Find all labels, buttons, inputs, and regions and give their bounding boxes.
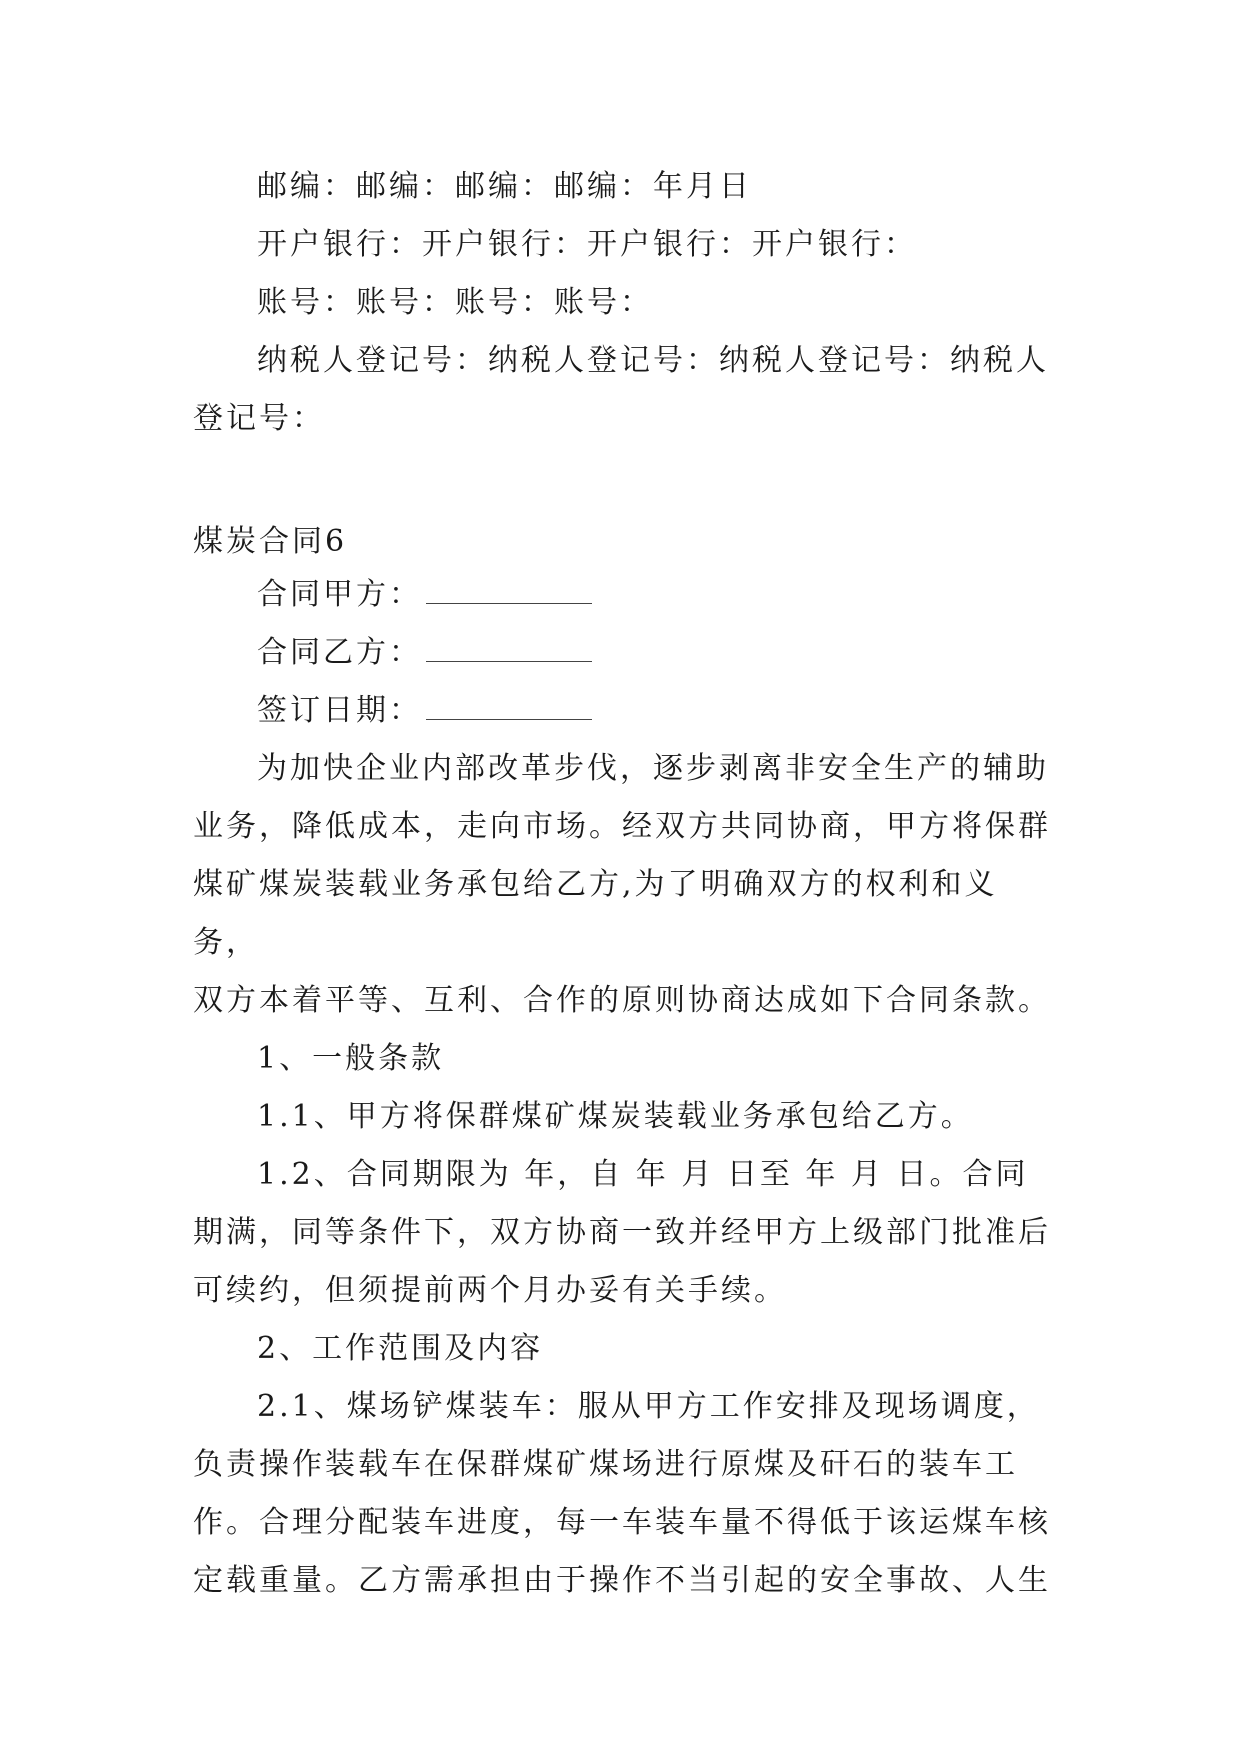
sign-date-blank <box>426 695 592 720</box>
postcode-line: 邮编：邮编：邮编：邮编：年月日 <box>257 169 752 204</box>
sign-date-label: 签订日期： <box>257 693 422 728</box>
sign-date-line <box>193 682 1063 740</box>
account-line: 账号：账号：账号：账号： <box>257 285 653 320</box>
party-b-line <box>193 624 1063 682</box>
tax-id-line-continued: 登记号： <box>193 401 325 436</box>
clause-2-1-line: 负责操作装载车在保群煤矿煤场进行原煤及矸石的装车工 <box>193 1447 1018 1482</box>
party-b-label: 合同乙方： <box>257 635 422 670</box>
tax-id-line: 纳税人登记号：纳税人登记号：纳税人登记号：纳税人 <box>257 343 1049 378</box>
party-b-blank <box>426 637 592 662</box>
clause-1-2-line: 可续约，但须提前两个月办妥有关手续。 <box>193 1273 787 1308</box>
clause-2-1-line: 2.1、煤场铲煤装车：服从甲方工作安排及现场调度， <box>257 1389 1040 1424</box>
intro-line: 双方本着平等、互利、合作的原则协商达成如下合同条款。 <box>193 983 1051 1018</box>
intro-line: 业务，降低成本，走向市场。经双方共同协商，甲方将保群 <box>193 809 1051 844</box>
party-a-label: 合同甲方： <box>257 577 422 612</box>
clause-2-1-line: 作。合理分配装车进度，每一车装车量不得低于该运煤车核 <box>193 1505 1051 1540</box>
signature-info-block <box>193 158 1063 448</box>
clause-1-2-line: 1.2、合同期限为 年，自 年 月 日至 年 月 日。合同 <box>257 1157 1029 1192</box>
intro-line: 为加快企业内部改革步伐，逐步剥离非安全生产的辅助 <box>257 751 1049 786</box>
clause-2-1-line: 定载重量。乙方需承担由于操作不当引起的安全事故、人生 <box>193 1563 1051 1598</box>
party-a-blank <box>426 579 592 604</box>
clause-1-1: 1.1、甲方将保群煤矿煤炭装载业务承包给乙方。 <box>257 1099 974 1134</box>
contract-title: 煤炭合同6 <box>193 524 348 559</box>
intro-line: 煤矿煤炭装载业务承包给乙方,为了明确双方的权利和义务， <box>193 867 998 960</box>
clause-1-2-line: 期满，同等条件下，双方协商一致并经甲方上级部门批准后 <box>193 1215 1051 1250</box>
section-2-title: 2、工作范围及内容 <box>257 1331 544 1366</box>
contract-body <box>193 566 1063 1610</box>
party-a-line <box>193 566 1063 624</box>
section-1-title: 1、一般条款 <box>257 1041 445 1076</box>
bank-line: 开户银行：开户银行：开户银行：开户银行： <box>257 227 917 262</box>
